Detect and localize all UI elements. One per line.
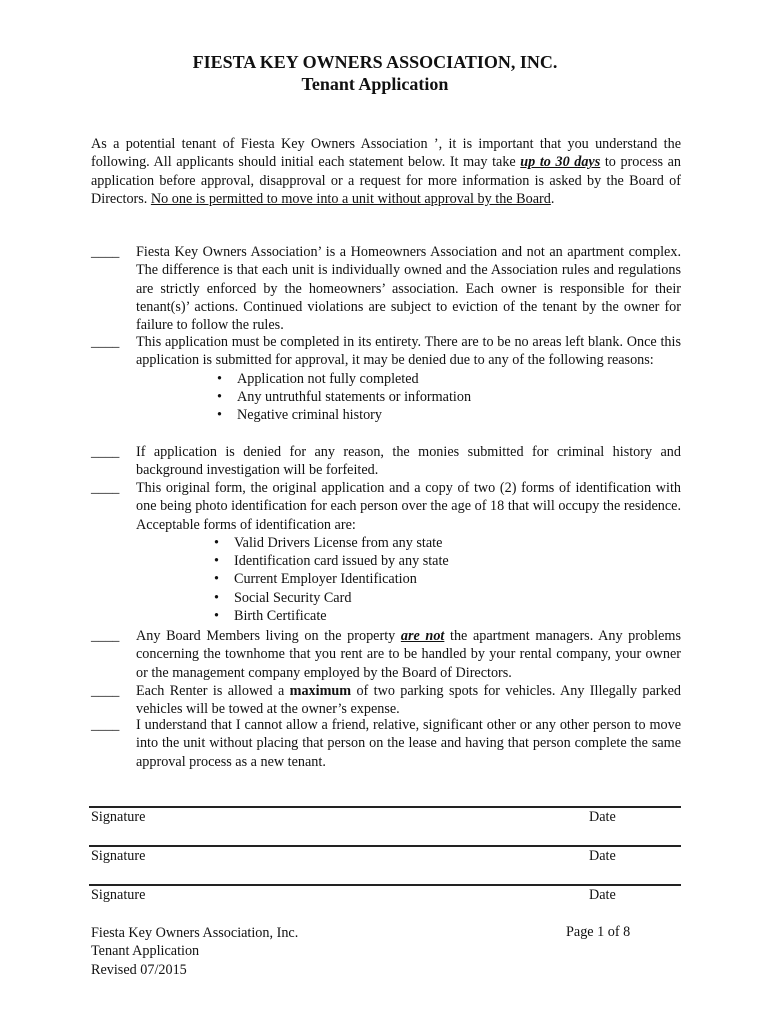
signature-line-3[interactable] bbox=[89, 884, 681, 886]
list-item: • Negative criminal history bbox=[237, 406, 681, 424]
statement-item-7 bbox=[91, 716, 681, 771]
statement-6-text: Each Renter is allowed a bbox=[136, 683, 290, 699]
initial-blank-1[interactable]: ____ bbox=[91, 244, 120, 260]
footer-org: Fiesta Key Owners Association, Inc. bbox=[91, 925, 299, 941]
list-item: • Application not fully completed bbox=[237, 370, 681, 388]
footer-doc-name: Tenant Application bbox=[91, 943, 200, 960]
statement-text-7: I understand that I cannot allow a friend, relative, significant other or any other person to move into the unit without placing that person on the lease and having that person complete the same approval process as a new tenant. bbox=[136, 717, 681, 770]
footer-revision: Revised 07/2015 bbox=[91, 961, 187, 978]
initial-blank-2[interactable]: ____ bbox=[91, 334, 120, 350]
list-item: • Valid Drivers License from any state bbox=[234, 534, 681, 552]
signature-label-3: Signature bbox=[91, 887, 146, 903]
statement-text-5 bbox=[136, 627, 681, 682]
document-title: FIESTA KEY OWNERS ASSOCIATION, INC. bbox=[192, 52, 558, 72]
footer bbox=[91, 924, 298, 979]
statement-text-6 bbox=[136, 682, 681, 719]
list-item: • Any untruthful statements or information bbox=[237, 388, 681, 406]
initial-blank-4[interactable]: ____ bbox=[91, 480, 120, 496]
intro-text: As a potential tenant of Fiesta Key Owners Association ’, it is important that you understand the following. All applicants should initial each statement below. It may take bbox=[91, 136, 681, 171]
signature-label-1: Signature bbox=[91, 809, 146, 825]
intro-emphasis: up to 30 days bbox=[520, 154, 601, 171]
statement-item-6 bbox=[91, 682, 681, 719]
statement-6-text-2: of two parking spots for vehicles. Any Illegally parked vehicles will be towed at the owner’s expense. bbox=[136, 683, 681, 718]
denial-reasons-list bbox=[91, 370, 681, 425]
intro-underlined: No one is permitted to move into a unit without approval by the Board bbox=[150, 190, 551, 207]
signature-label-2: Signature bbox=[91, 848, 146, 864]
signature-line-2[interactable] bbox=[89, 845, 681, 847]
initial-blank-6[interactable]: ____ bbox=[91, 683, 120, 699]
list-item: • Current Employer Identification bbox=[234, 570, 681, 588]
statement-text-1: Fiesta Key Owners Association’ is a Homeowners Association and not an apartment complex. The difference is that each unit is individually owned and the Association rules and regulations are strictly enforced by the homeowners’ association. Each owner is responsible for their tenant(s)’ actions. Continued violations are subject to eviction of the tenant by the owner for failure to follow the rules. bbox=[136, 244, 681, 334]
statement-item-5 bbox=[91, 627, 681, 682]
statement-5-text-2: the apartment managers. Any problems concerning the townhome that you rent are to be handled by your rental company, your owner or the management company employed by the Board of Directors. bbox=[136, 628, 681, 681]
intro-paragraph bbox=[91, 135, 681, 208]
list-item: • Social Security Card bbox=[234, 589, 681, 607]
statement-item-1 bbox=[91, 243, 681, 334]
initial-blank-3[interactable]: ____ bbox=[91, 444, 120, 460]
list-item: • Identification card issued by any state bbox=[234, 552, 681, 570]
statement-item-2 bbox=[91, 333, 681, 424]
list-item: • Birth Certificate bbox=[234, 607, 681, 625]
date-label-2: Date bbox=[589, 848, 616, 864]
page-number: Page 1 of 8 bbox=[566, 924, 631, 940]
date-label-3: Date bbox=[589, 887, 616, 903]
initial-blank-7[interactable]: ____ bbox=[91, 717, 120, 733]
statement-text-4: This original form, the original application and a copy of two (2) forms of identification with one being photo identification for each person over the age of 18 that will occupy the residence. Acceptable forms of identification are: bbox=[136, 480, 681, 533]
statement-item-4 bbox=[91, 479, 681, 625]
date-label-1: Date bbox=[589, 809, 616, 825]
statement-5-text: Any Board Members living on the property bbox=[136, 628, 401, 644]
intro-end: . bbox=[550, 190, 555, 207]
statement-text-2: This application must be completed in its entirety. There are to be no areas left blank. Once this application is submitted for approval, it may be denied due to any of the following reasons: bbox=[136, 334, 681, 369]
initial-blank-5[interactable]: ____ bbox=[91, 628, 120, 644]
intro-text-2: to process an application before approval, disapproval or a request for more information is asked by the Board of Directors. bbox=[91, 154, 681, 207]
statement-item-3 bbox=[91, 443, 681, 480]
statement-text-3: If application is denied for any reason, the monies submitted for criminal history and background investigation will be forfeited. bbox=[136, 444, 681, 479]
signature-line-1[interactable] bbox=[89, 806, 681, 808]
statement-5-emphasis: are not bbox=[400, 628, 445, 644]
statement-6-bold: maximum bbox=[289, 683, 352, 699]
id-forms-list bbox=[91, 534, 681, 625]
document-subtitle: Tenant Application bbox=[301, 74, 449, 94]
